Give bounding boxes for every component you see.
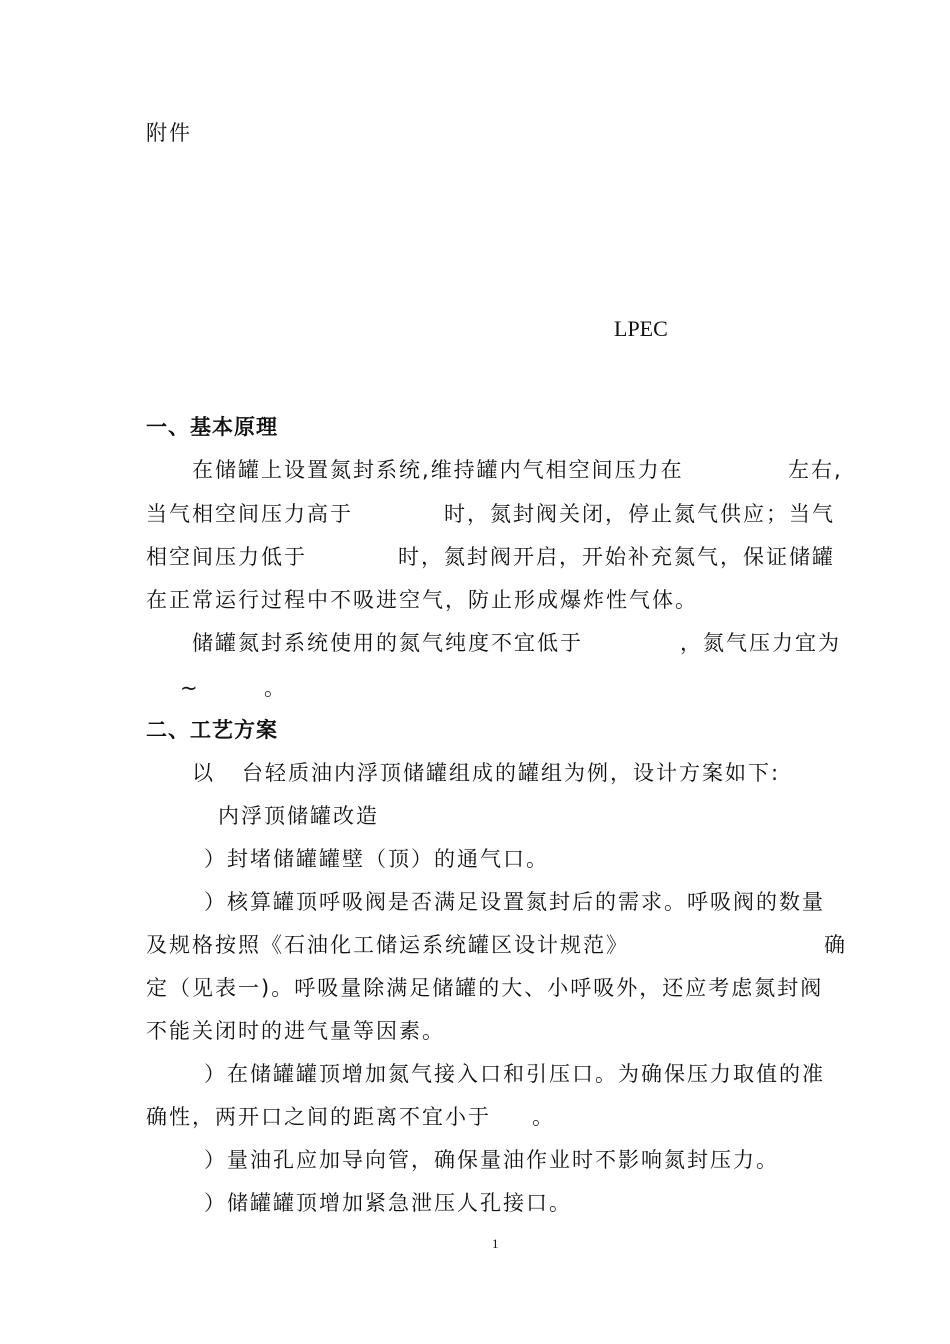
s2-item-2-line-2a: 及规格按照《石油化工储运系统罐区设计规范》: [146, 933, 629, 957]
s1-line-1a: 在储罐上设置氮封系统,维持罐内气相空间压力在: [192, 458, 684, 482]
s2-item-3-line-2a: 确性，两开口之间的距离不宜小于: [146, 1105, 491, 1129]
s1-line-2a: 当气相空间压力高于: [146, 502, 353, 526]
s2-item-3-line-2b: 。: [532, 1105, 555, 1129]
s1-line-3a: 相空间压力低于: [146, 545, 307, 569]
s1-line-4: 在正常运行过程中不吸进空气，防止形成爆炸性气体。: [146, 588, 698, 612]
s2-item-3-line-1: ）在储罐罐顶增加氮气接入口和引压口。为确保压力取值的准: [204, 1062, 825, 1086]
s1-line-2b: 时，氮封阀关闭，停止氮气供应；当气: [444, 502, 835, 526]
s1-line-3b: 时，氮封阀开启，开始补充氮气，保证储罐: [398, 545, 835, 569]
s2-item-4: ）量油孔应加导向管，确保量油作业时不影响氮封压力。: [204, 1148, 779, 1172]
s1-line-1b: 左右,: [788, 458, 843, 482]
s1-line-5a: 储罐氮封系统使用的氮气纯度不宜低于: [192, 631, 583, 655]
s2-item-2-line-3: 定（见表一)。呼吸量除满足储罐的大、小呼吸外，还应考虑氮封阀: [146, 976, 824, 1000]
s2-subheading: 内浮顶储罐改造: [218, 804, 379, 828]
s2-line-1a: 以: [192, 761, 215, 785]
org-code: LPEC: [614, 316, 668, 341]
s2-item-2-line-4: 不能关闭时的进气量等因素。: [146, 1019, 445, 1043]
s2-item-5: ）储罐罐顶增加紧急泄压人孔接口。: [204, 1191, 572, 1215]
s2-item-2-line-1: ）核算罐顶呼吸阀是否满足设置氮封后的需求。呼吸阀的数量: [204, 890, 825, 914]
s2-line-1b: 台轻质油内浮顶储罐组成的罐组为例，设计方案如下:: [242, 761, 781, 785]
page-number: 1: [492, 1236, 499, 1251]
section-1-heading: 一、基本原理: [146, 415, 278, 439]
s2-item-2-line-2b: 确: [824, 933, 847, 957]
s1-line-6b: 。: [264, 676, 287, 700]
s1-line-5b: ，氮气压力宜为: [680, 631, 841, 655]
section-2-heading: 二、工艺方案: [146, 718, 278, 742]
s2-item-1: ）封堵储罐罐壁（顶）的通气口。: [204, 847, 549, 871]
attachment-label: 附件: [146, 121, 192, 145]
s1-line-6a: ~: [180, 676, 200, 700]
